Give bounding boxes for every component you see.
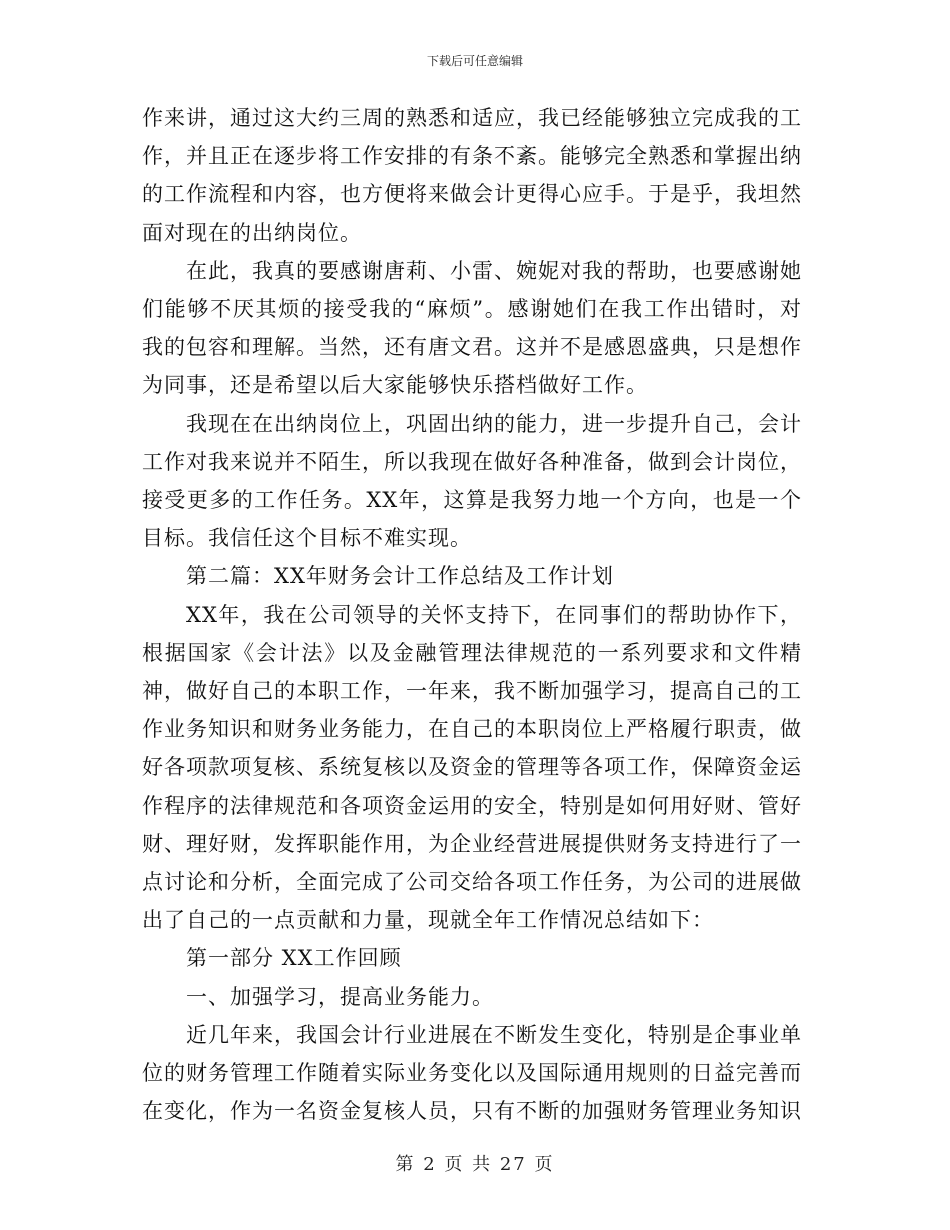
document-body xyxy=(142,99,802,1130)
paragraph-5: 近几年来，我国会计行业进展在不断发生变化，特别是企事业单位的财务管理工作随着实际业务变化以及国际通用规则的日益完善而在变化，作为一名资金复核人员，只有不断的加强财务管理业务知识 xyxy=(142,1022,802,1124)
subsection-heading-1: 一、加强学习，提高业务能力。 xyxy=(186,984,494,1009)
section-heading-part-two: 第二篇：XX年财务会计工作总结及工作计划 xyxy=(186,564,614,589)
paragraph-1: 作来讲，通过这大约三周的熟悉和适应，我已经能够独立完成我的工作，并且正在逐步将工作安排的有条不紊。能够完全熟悉和掌握出纳的工作流程和内容，也方便将来做会计更得心应手。于是乎，我坦然面对现在的出纳岗位。 xyxy=(142,106,802,245)
section-heading-part-one: 第一部分 XX工作回顾 xyxy=(186,946,402,971)
paragraph-3: 我现在在出纳岗位上，巩固出纳的能力，进一步提升自己，会计工作对我来说并不陌生，所以我现在做好各种准备，做到会计岗位，接受更多的工作任务。XX年，这算是我努力地一个方向，也是一个目标。我信任这个目标不难实现。 xyxy=(142,411,802,551)
page-footer: 第 2 页 共 27 页 xyxy=(395,1154,555,1175)
page-header: 下载后可任意编辑 xyxy=(426,54,523,68)
paragraph-2: 在此，我真的要感谢唐莉、小雷、婉妮对我的帮助，也要感谢她们能够不厌其烦的接受我的“麻烦”。感谢她们在我工作出错时，对我的包容和理解。当然，还有唐文君。这并不是感恩盛典，只是想作为同事，还是希望以后大家能够快乐搭档做好工作。 xyxy=(142,258,802,398)
paragraph-4: XX年，我在公司领导的关怀支持下，在同事们的帮助协作下，根据国家《会计法》以及金融管理法律规范的一系列要求和文件精神，做好自己的本职工作，一年来，我不断加强学习，提高自己的工作业务知识和财务业务能力，在自己的本职岗位上严格履行职责，做好各项款项复核、系统复核以及资金的管理等各项工作，保障资金运作程序的法律规范和各项资金运用的安全，特别是如何用好财、管好财、理好财，发挥职能作用，为企业经营进展提供财务支持进行了一点讨论和分析，全面完成了公司交给各项工作任务，为公司的进展做出了自己的一点贡献和力量，现就全年工作情况总结如下： xyxy=(142,602,802,933)
